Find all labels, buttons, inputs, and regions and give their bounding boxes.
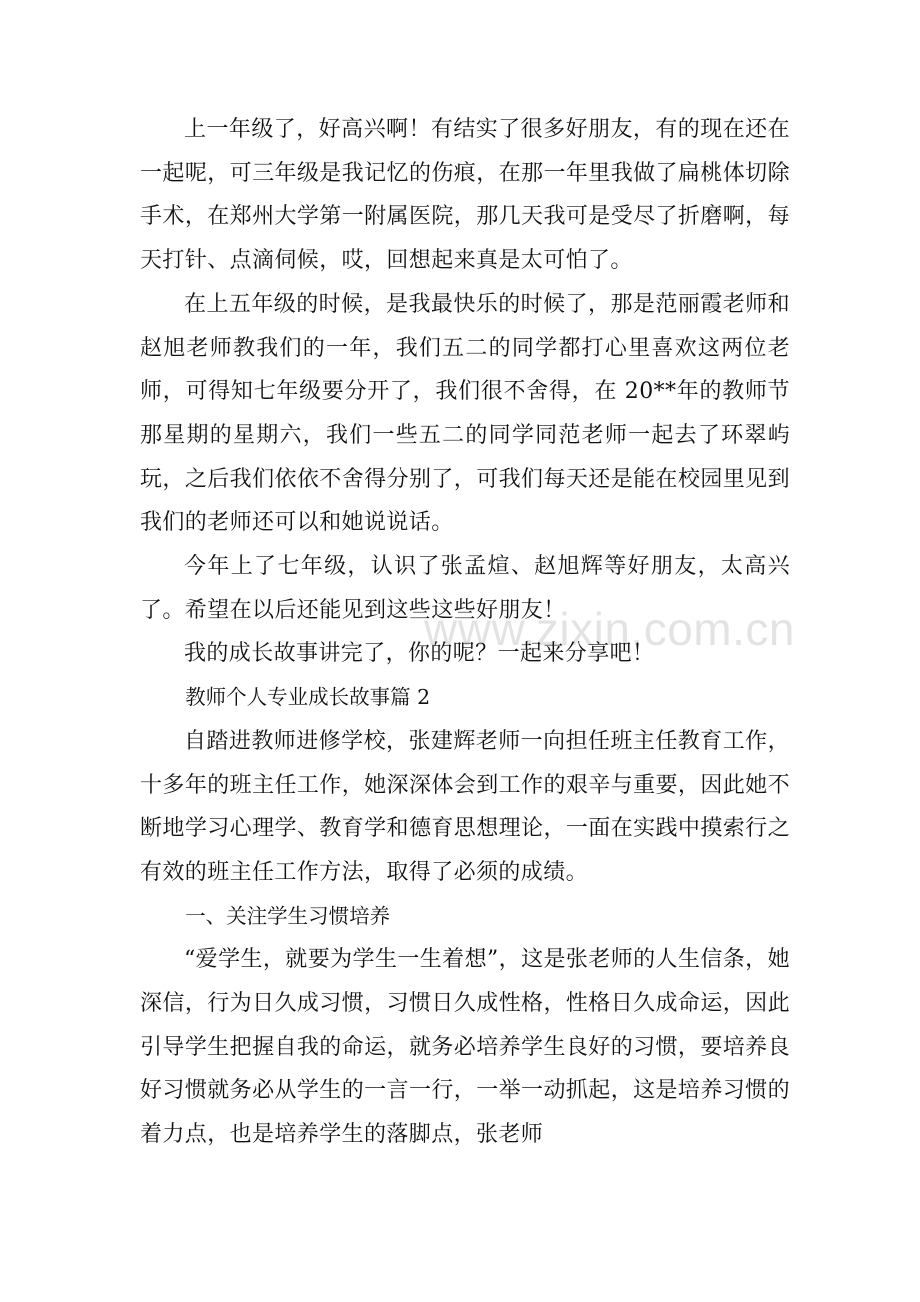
subheading-habits: 一、关注学生习惯培养 <box>185 903 391 928</box>
paragraph-grade-five: 在上五年级的时候，是我最快乐的时候了，那是范丽霞老师和赵旭老师教我们的一年，我们五二的同学都打心里喜欢这两位老师，可得知七年级要分开了，我们很不舍得，在 20**年的教师节那星期的星期六，我们一些五二的同学同范老师一起去了环翠屿玩，之后我们依依不舍得分别了，可我们每天还是能在校园里见到我们的老师还可以和她说说话。 <box>140 291 790 536</box>
paragraph-habits: “爱学生，就要为学生一生着想”，这是张老师的人生信条，她深信，行为日久成习惯，习惯日久成性格，性格日久成命运，因此引导学生把握自我的命运，就务必培养学生良好的习惯，要培养良好习惯就务必从学生的一言一行，一举一动抓起，这是培养习惯的着力点，也是培养学生的落脚点，张老师 <box>140 947 790 1148</box>
paragraph-grade-seven: 今年上了七年级，认识了张孟煊、赵旭辉等好朋友，太高兴了。希望在以后还能见到这些这些好朋友！ <box>140 554 790 623</box>
paragraph-story-end: 我的成长故事讲完了，你的呢？一起来分享吧！ <box>184 641 655 667</box>
watermark: www.zixin.com.cn <box>424 603 795 655</box>
paragraph-teacher-intro: 自踏进教师进修学校，张建辉老师一向担任班主任教育工作，十多年的班主任工作，她深深体会到工作的艰辛与重要，因此她不断地学习心理学、教育学和德育思想理论，一面在实践中摸索行之有效的班主任工作方法，取得了必须的成绩。 <box>140 728 790 885</box>
paragraph-grade-one-three: 上一年级了，好高兴啊！有结实了很多好朋友，有的现在还在一起呢，可三年级是我记忆的伤痕，在那一年里我做了扁桃体切除手术，在郑州大学第一附属医院，那几天我可是受尽了折磨啊，每天打针、点滴伺候，哎，回想起来真是太可怕了。 <box>140 117 790 274</box>
section-title: 教师个人专业成长故事篇 2 <box>185 685 431 710</box>
